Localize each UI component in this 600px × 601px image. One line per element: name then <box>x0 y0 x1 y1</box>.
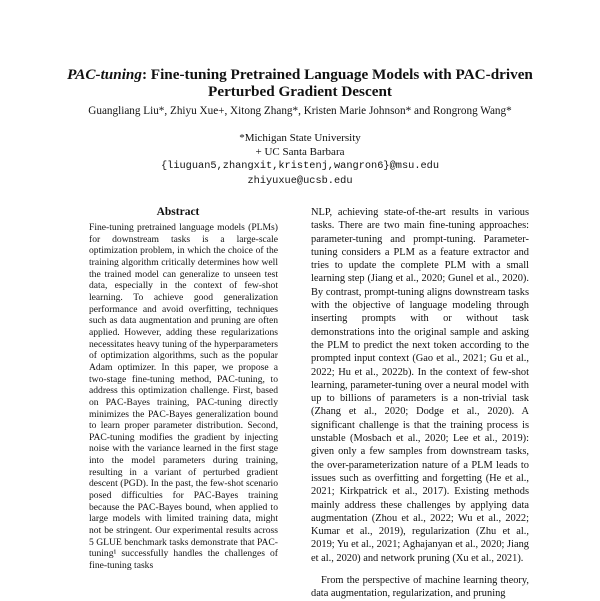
abstract-heading: Abstract <box>156 206 200 218</box>
title-method-name: PAC-tuning <box>67 66 142 83</box>
intro-paragraph-2: From the perspective of machine learning theory, data augmentation, regularization, and pruning <box>311 575 529 600</box>
introduction-column <box>311 206 529 601</box>
abstract-text: Fine-tuning pretrained language models (PLMs) for downstream tasks is a large-scale optimization problem, in which the choice of the training algorithm critically determines how well the trained model can generalize to unseen test data, especially in the context of few-shot learning. To achieve good generalization performance and avoid overfitting, techniques such as data augmentation and pruning are often applied. However, adding these regularizations necessitates heavy tuning of the hyperparameters of optimization algorithms, such as the popular Adam optimizer. In this paper, we propose a two-stage fine-tuning method, PAC-tuning, to address this optimization challenge. First, based on PAC-Bayes training, PAC-tuning directly minimizes the PAC-Bayes generalization bound to learn proper parameter distribution. Second, PAC-tuning modifies the gradient by injecting noise with the variance learned in the first stage into the model parameters during training, resulting in a variant of perturbed gradient descent (PGD). In the past, the few-shot scenario posed difficulties for PAC-Bayes training because the PAC-Bayes bound, when applied to large models with limited training data, might not be stringent. Our experimental results across 5 GLUE benchmark tasks demonstrate that PAC-tuning¹ successfully handles the challenges of fine-tuning tasks <box>89 222 278 572</box>
intro-paragraph-1: NLP, achieving state-of-the-art results in various tasks. There are two main fine-tuning approaches: parameter-tuning and prompt-tuning. Parameter-tuning considers a PLM as a feature extractor and tries to update the complete PLM with a small learning step (Jiang et al., 2020; Gunel et al., 2020). By contrast, prompt-tuning aligns downstream tasks with the objective of language modeling through inserting prompts with or without task demonstrations into the original sample and asking the PLM to predict the next token according to the prompted input context (Gao et al., 2021; Gu et al., 2022; Hu et al., 2022b). In the context of few-shot learning, parameter-tuning over a neural model with up to billions of parameters is a non-trivial task (Zhang et al., 2020; Dodge et al., 2020). A significant challenge is that the training process is unstable (Mosbach et al., 2020; Lee et al., 2019): given only a few samples from downstream tasks, the over-parameterization nature of a PLM leads to issues such as overfitting and forgetting (He et al., 2021; Kirkpatrick et al., 2017). Existing methods mainly address these challenges by applying data augmentation (Zhou et al., 2022; Wu et al., 2022; Kumar et al., 2019), regularization (Zhu et al., 2019; Yu et al., 2021; Aghajanyan et al., 2020; Jiang et al., 2020) and network pruning (Xu et al., 2021). <box>311 207 529 564</box>
email-msu: {liuguan5,zhangxit,kristenj,wangron6}@msu.edu <box>160 160 440 172</box>
author-list: Guangliang Liu*, Zhiyu Xue+, Xitong Zhang*, Kristen Marie Johnson* and Rongrong Wang* <box>88 105 512 117</box>
affiliation-msu: *Michigan State University <box>239 132 361 144</box>
email-ucsb: zhiyuxue@ucsb.edu <box>247 175 353 187</box>
title-rest: : Fine-tuning Pretrained Language Models with PAC-driven Perturbed Gradient Descent <box>141 66 533 100</box>
paper-title <box>40 66 560 100</box>
affiliation-ucsb: + UC Santa Barbara <box>255 146 345 158</box>
